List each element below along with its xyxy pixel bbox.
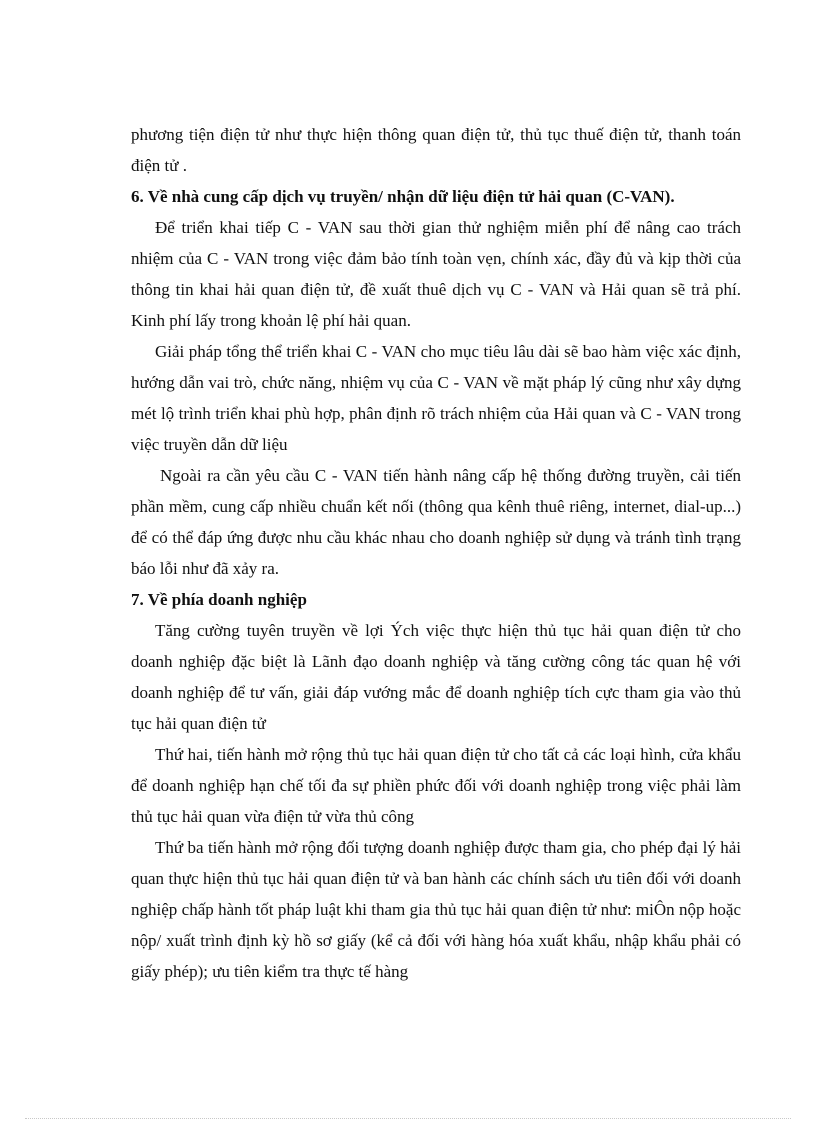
page-bottom-divider	[25, 1118, 791, 1119]
section-heading-7: 7. Về phía doanh nghiệp	[131, 590, 307, 609]
paragraph-7-2: Thứ hai, tiến hành mở rộng thủ tục hải quan điện tử cho tất cả các loại hình, cửa khẩu để doanh nghiệp hạn chế tối đa sự phiền phức đối với doanh nghiệp trong việc phải làm thủ tục hải quan vừa điện tử vừa thủ công	[131, 745, 741, 826]
paragraph-6-1: Để triển khai tiếp C - VAN sau thời gian thử nghiệm miễn phí để nâng cao trách nhiệm của C - VAN trong việc đảm bảo tính toàn vẹn, chính xác, đầy đủ và kịp thời của thông tin khai hải quan điện tử, đề xuất thuê dịch vụ C - VAN và Hải quan sẽ trả phí. Kinh phí lấy trong khoản lệ phí hải quan.	[131, 218, 741, 330]
paragraph-continuation: phương tiện điện tử như thực hiện thông quan điện tử, thủ tục thuế điện tử, thanh toán điện tử .	[131, 125, 741, 175]
document-page	[131, 119, 741, 987]
section-heading-6: 6. Về nhà cung cấp dịch vụ truyền/ nhận dữ liệu điện tử hải quan (C-VAN).	[131, 187, 675, 206]
paragraph-6-3: Ngoài ra cần yêu cầu C - VAN tiến hành nâng cấp hệ thống đường truyền, cải tiến phần mềm, cung cấp nhiều chuẩn kết nối (thông qua kênh thuê riêng, internet, dial-up...) để có thể đáp ứng được nhu cầu khác nhau cho doanh nghiệp sử dụng và tránh tình trạng báo lỗi như đã xảy ra.	[131, 466, 741, 578]
paragraph-7-3: Thứ ba tiến hành mở rộng đối tượng doanh nghiệp được tham gia, cho phép đại lý hải quan thực hiện thủ tục hải quan điện tử và ban hành các chính sách ưu tiên đối với doanh nghiệp chấp hành tốt pháp luật khi tham gia thủ tục hải quan điện tử như: miÔn nộp hoặc nộp/ xuất trình định kỳ hồ sơ giấy (kể cả đối với hàng hóa xuất khẩu, nhập khẩu phải có giấy phép); ưu tiên kiểm tra thực tế hàng	[131, 838, 741, 981]
paragraph-6-2: Giải pháp tổng thể triển khai C - VAN cho mục tiêu lâu dài sẽ bao hàm việc xác định, hướng dẫn vai trò, chức năng, nhiệm vụ của C - VAN về mặt pháp lý cũng như xây dựng mét lộ trình triển khai phù hợp, phân định rõ trách nhiệm của Hải quan và C - VAN trong việc truyền dẫn dữ liệu	[131, 342, 741, 454]
paragraph-7-1: Tăng cường tuyên truyền về lợi Ých việc thực hiện thủ tục hải quan điện tử cho doanh nghiệp đặc biệt là Lãnh đạo doanh nghiệp và tăng cường công tác quan hệ với doanh nghiệp để tư vấn, giải đáp vướng mắc để doanh nghiệp tích cực tham gia vào thủ tục hải quan điện tử	[131, 621, 741, 733]
